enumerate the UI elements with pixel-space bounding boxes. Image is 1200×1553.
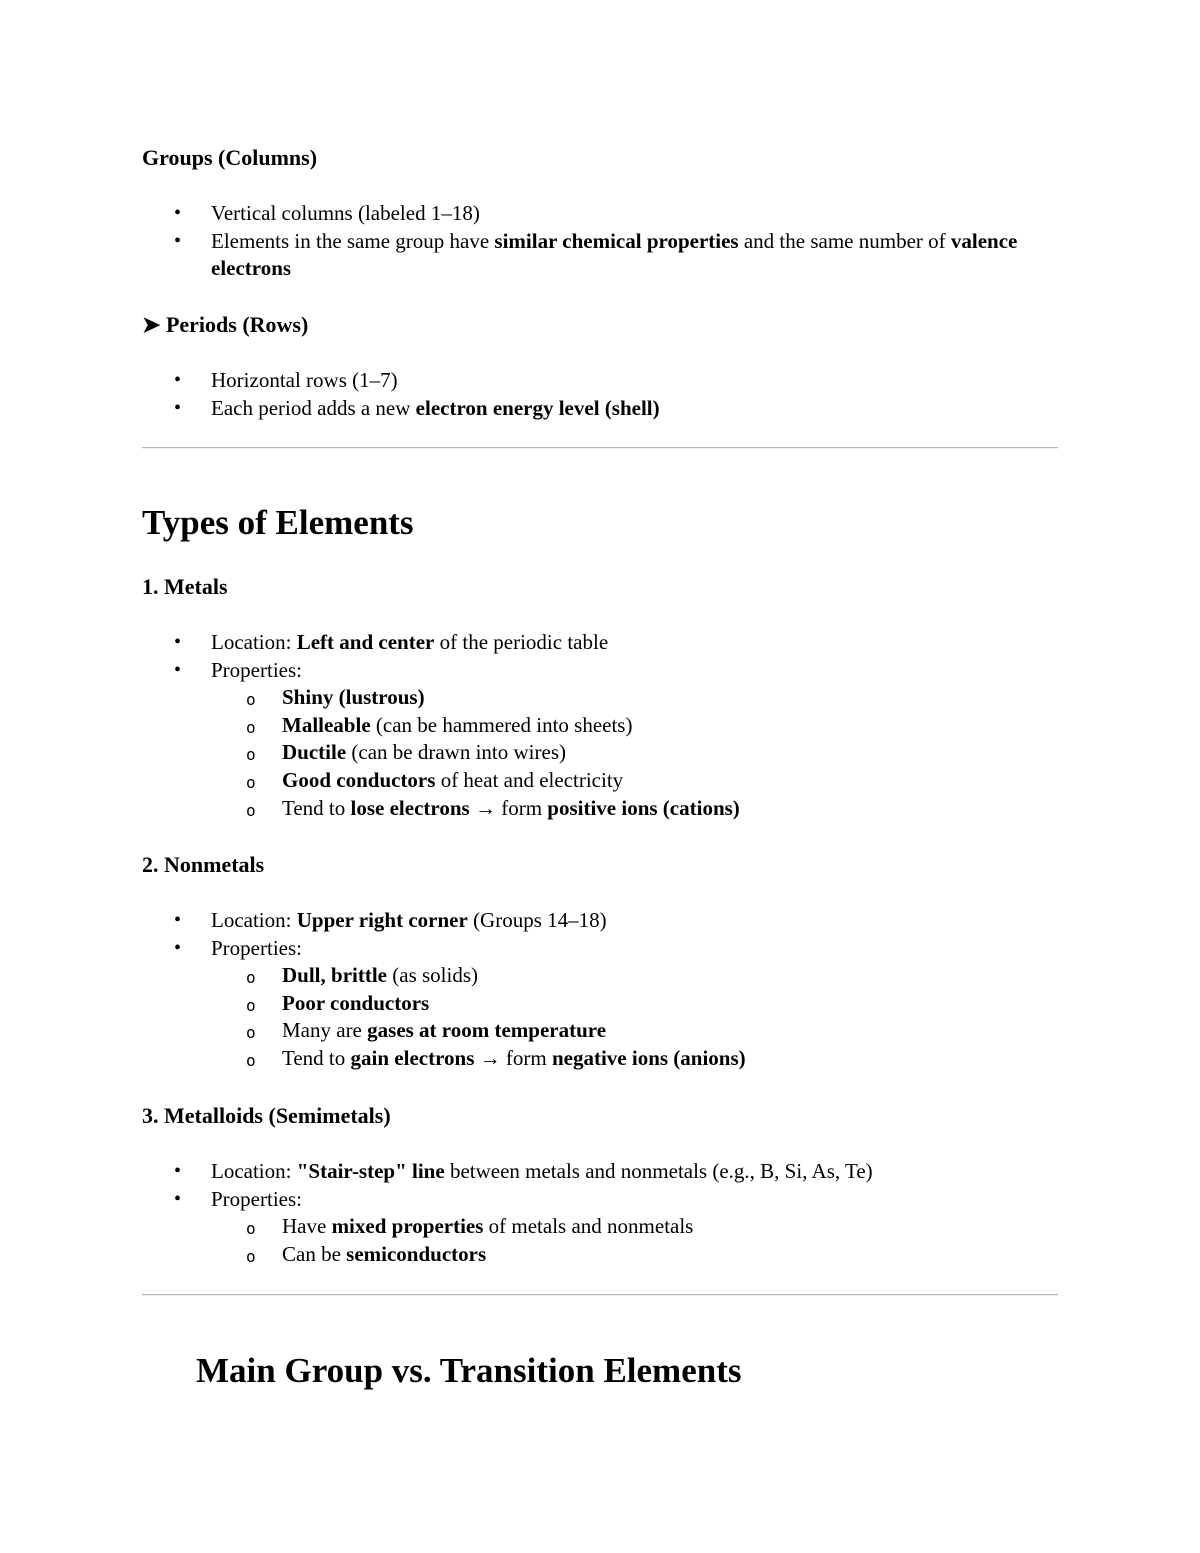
types-heading: Types of Elements — [142, 503, 414, 542]
bold-text-run: gain electrons — [350, 1045, 475, 1070]
bold-text-run: Malleable — [282, 712, 371, 737]
text-run: Each period adds a new — [211, 395, 416, 420]
bold-text-run: Shiny (lustrous) — [282, 685, 425, 710]
text-run: Location: — [211, 630, 297, 654]
bold-text-run: Good conductors — [282, 767, 436, 792]
bold-text-run: lose electrons — [350, 795, 470, 820]
periods-heading-text: Periods (Rows) — [165, 312, 309, 337]
metals-property — [211, 684, 1129, 712]
bold-text-run: valence electrons — [211, 228, 1018, 281]
metals-properties-label: Properties: — [211, 657, 302, 682]
metalloids-properties — [142, 1186, 1058, 1269]
text-run: Can be — [282, 1241, 347, 1266]
periods-item-1 — [142, 367, 1058, 395]
metals-location — [142, 629, 1058, 657]
metals-heading: 1. Metals — [142, 574, 228, 599]
text-run: (can be drawn into wires) — [346, 740, 566, 765]
groups-item-1 — [142, 200, 1058, 228]
nonmetals-properties — [142, 935, 1058, 1073]
bold-text-run: Left and center — [296, 630, 435, 654]
metals-properties-list — [211, 684, 1058, 822]
metalloids-location — [142, 1158, 1058, 1186]
metalloids-property — [211, 1241, 1129, 1269]
metalloids-properties-label: Properties: — [211, 1186, 302, 1211]
text-run: of the periodic table — [434, 630, 609, 654]
metals-property — [211, 795, 1129, 823]
nonmetals-heading: 2. Nonmetals — [142, 852, 265, 877]
bold-text-run: electron energy level (shell) — [415, 395, 660, 420]
periods-item-2 — [142, 395, 1058, 423]
bold-text-run: similar chemical properties — [494, 228, 739, 253]
text-run: and the same number of — [738, 228, 951, 253]
metalloids-heading: 3. Metalloids (Semimetals) — [142, 1103, 391, 1128]
nonmetals-property — [211, 1045, 1129, 1073]
text-run: → form — [469, 795, 548, 820]
bold-text-run: mixed properties — [331, 1214, 484, 1239]
text-run: (as solids) — [387, 963, 478, 988]
bold-text-run: Poor conductors — [282, 990, 430, 1015]
text-run: (Groups 14–18) — [467, 908, 607, 932]
main-group-heading: Main Group vs. Transition Elements — [196, 1351, 742, 1390]
nonmetals-list — [142, 907, 1058, 1073]
text-run: between metals and nonmetals (e.g., B, Si, As, Te) — [444, 1159, 873, 1183]
text-run: Tend to — [282, 795, 351, 820]
metals-list — [142, 629, 1058, 822]
text-run: of metals and nonmetals — [483, 1214, 694, 1239]
metals-property — [211, 712, 1129, 740]
arrow-marker-icon: ➤ — [142, 312, 161, 337]
text-run: Have — [282, 1214, 332, 1239]
nonmetals-property — [211, 962, 1129, 990]
groups-heading: Groups (Columns) — [142, 145, 318, 170]
bold-text-run: positive ions (cations) — [547, 795, 740, 820]
text-run: Vertical columns (labeled 1–18) — [211, 201, 480, 225]
bold-text-run: gases at room temperature — [367, 1018, 607, 1043]
bold-text-run: negative ions (anions) — [551, 1045, 746, 1070]
text-run: of heat and electricity — [435, 767, 624, 792]
nonmetals-properties-label: Properties: — [211, 935, 302, 960]
periods-list — [142, 367, 1058, 422]
groups-list — [142, 200, 1058, 283]
metals-property — [211, 739, 1129, 767]
text-run: Tend to — [282, 1045, 351, 1070]
divider-2 — [142, 1294, 1058, 1296]
text-run: → form — [474, 1045, 552, 1070]
text-run: Many are — [282, 1018, 368, 1043]
nonmetals-property — [211, 1017, 1129, 1045]
metalloids-property — [211, 1213, 1129, 1241]
text-run: Horizontal rows (1–7) — [211, 368, 398, 392]
divider-1 — [142, 447, 1058, 449]
groups-item-2 — [142, 228, 1058, 283]
text-run: Location: — [211, 1159, 297, 1183]
nonmetals-properties-list — [211, 962, 1058, 1072]
nonmetals-location — [142, 907, 1058, 935]
bold-text-run: Dull, brittle — [282, 963, 387, 988]
bold-text-run: Upper right corner — [296, 908, 468, 932]
periods-heading — [142, 312, 308, 338]
metals-properties — [142, 657, 1058, 823]
bold-text-run: Ductile — [282, 740, 347, 765]
bold-text-run: semiconductors — [346, 1241, 487, 1266]
text-run: (can be hammered into sheets) — [370, 712, 633, 737]
metals-property — [211, 767, 1129, 795]
bold-text-run: "Stair-step" line — [296, 1159, 445, 1183]
nonmetals-property — [211, 990, 1129, 1018]
metalloids-list — [142, 1158, 1058, 1268]
text-run: Elements in the same group have — [211, 228, 495, 253]
text-run: Location: — [211, 908, 297, 932]
metalloids-properties-list — [211, 1213, 1058, 1268]
